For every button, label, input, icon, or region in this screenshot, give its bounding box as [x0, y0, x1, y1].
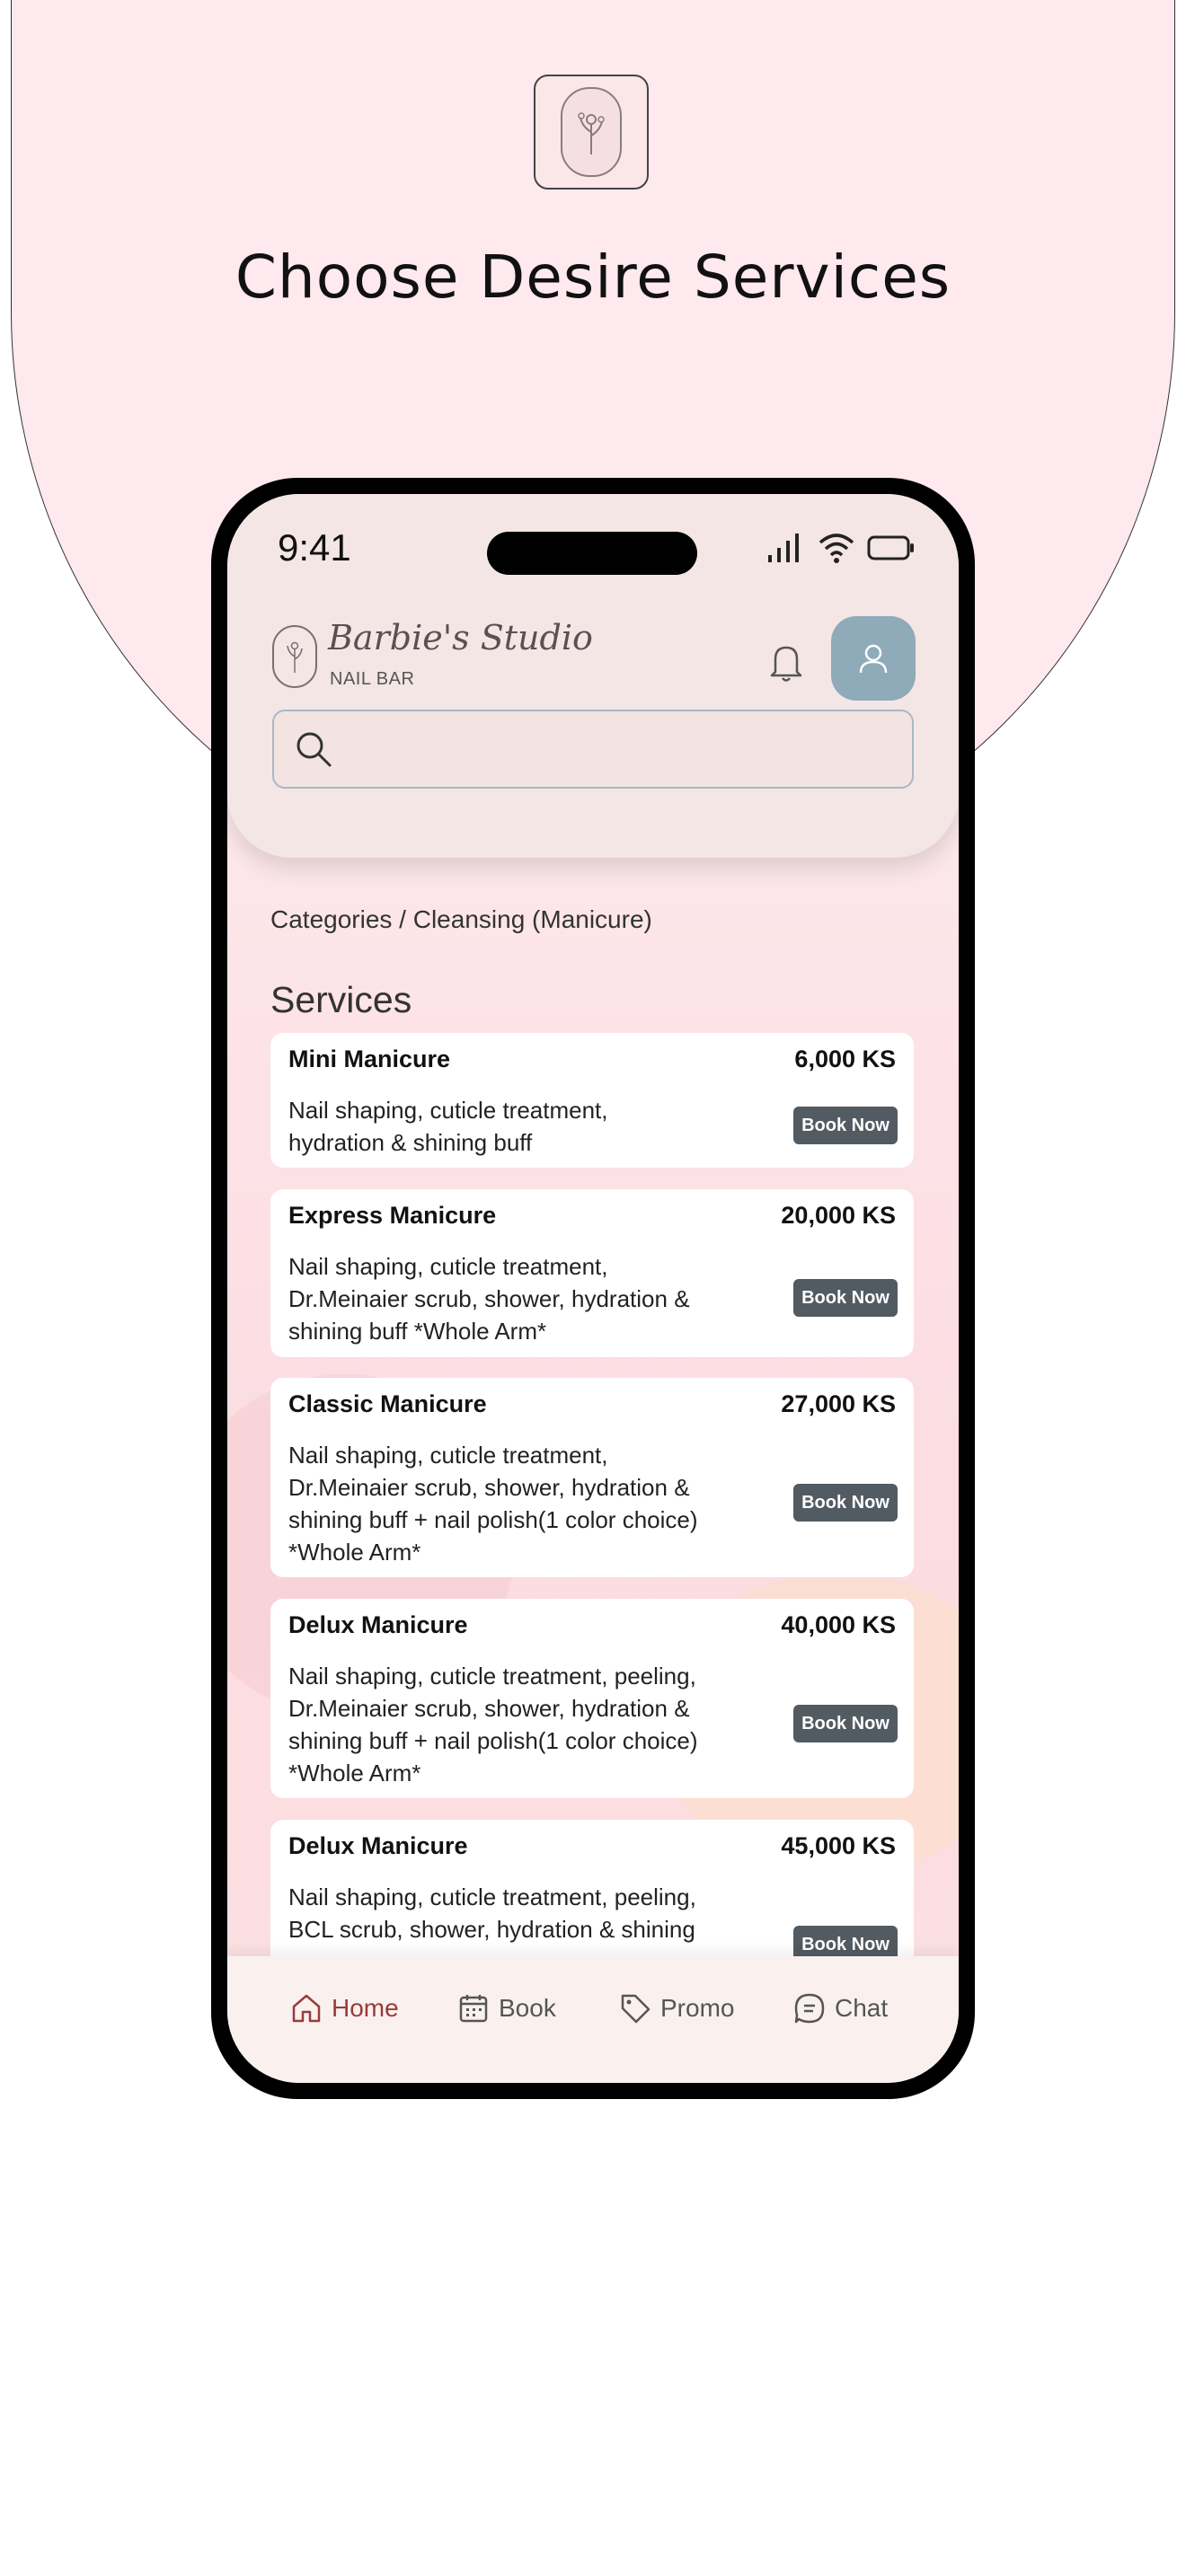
- service-card: [270, 1189, 914, 1357]
- home-icon: [290, 1992, 323, 2025]
- service-description: Nail shaping, cuticle treatment, Dr.Meinaier scrub, shower, hydration & shining buff *Whole Arm*: [288, 1253, 690, 1345]
- service-card: [270, 1033, 914, 1168]
- calendar-icon: [457, 1992, 490, 2025]
- chat-icon: [793, 1992, 826, 2025]
- nav-home-label: Home: [332, 1994, 399, 2022]
- nav-chat-label: Chat: [835, 1994, 889, 2022]
- app-header: [227, 494, 959, 858]
- bottom-navigation: [227, 1956, 959, 2083]
- brand-flower-icon: [283, 637, 306, 676]
- brand-name: Barbie's Studio: [328, 618, 593, 657]
- nav-promo-label: Promo: [660, 1994, 735, 2022]
- service-name: Express Manicure: [288, 1202, 497, 1229]
- service-description: Nail shaping, cuticle treatment, peeling, Dr.Meinaier scrub, shower, hydration & shining buff + nail polish(1 color choice) *Whole Arm*: [288, 1663, 698, 1786]
- book-now-button[interactable]: Book Now: [793, 1705, 898, 1742]
- wifi-icon: [817, 532, 856, 564]
- status-time: 9:41: [278, 526, 351, 569]
- service-price: 6,000 KS: [794, 1045, 896, 1072]
- service-price: 45,000 KS: [781, 1832, 896, 1859]
- logo-flower-icon: [561, 87, 622, 177]
- service-name: Mini Manicure: [288, 1045, 451, 1072]
- nav-chat[interactable]: [793, 1992, 888, 2025]
- service-name: Delux Manicure: [288, 1611, 468, 1638]
- notification-bell-icon[interactable]: [768, 641, 804, 683]
- nav-book[interactable]: [457, 1992, 556, 2025]
- app-logo: [534, 75, 649, 190]
- nav-home[interactable]: [290, 1992, 399, 2025]
- search-input[interactable]: [346, 711, 898, 789]
- brand-logo: [272, 625, 317, 688]
- brand-subtitle: NAIL BAR: [330, 669, 415, 689]
- battery-icon: [867, 534, 916, 562]
- book-now-button[interactable]: Book Now: [793, 1107, 898, 1144]
- service-name: Classic Manicure: [288, 1390, 487, 1417]
- service-price: 20,000 KS: [781, 1202, 896, 1229]
- user-icon: [855, 640, 891, 676]
- service-price: 27,000 KS: [781, 1390, 896, 1417]
- service-description: Nail shaping, cuticle treatment, peeling, BCL scrub, shower, hydration & shining: [288, 1883, 696, 1943]
- promo-headline: Choose Desire Services: [235, 243, 951, 312]
- service-name: Delux Manicure: [288, 1832, 468, 1859]
- service-card: [270, 1378, 914, 1577]
- nav-promo[interactable]: [619, 1992, 734, 2025]
- search-icon: [294, 729, 333, 769]
- service-card: [270, 1599, 914, 1798]
- search-bar[interactable]: [272, 710, 914, 789]
- phone-screen: [227, 494, 959, 2083]
- breadcrumb: Categories / Cleansing (Manicure): [270, 905, 652, 933]
- phone-frame: [211, 478, 975, 2099]
- signal-icon: [766, 532, 806, 564]
- service-description: Nail shaping, cuticle treatment, hydration & shining buff: [288, 1097, 608, 1156]
- services-title: Services: [270, 979, 412, 1020]
- service-price: 40,000 KS: [781, 1611, 896, 1638]
- profile-avatar-button[interactable]: [831, 616, 916, 701]
- status-icons: [766, 532, 916, 564]
- book-now-button[interactable]: Book Now: [793, 1484, 898, 1522]
- book-now-button[interactable]: Book Now: [793, 1279, 898, 1317]
- service-description: Nail shaping, cuticle treatment, Dr.Meinaier scrub, shower, hydration & shining buff + nail polish(1 color choice) *Whole Arm*: [288, 1442, 698, 1566]
- tag-icon: [619, 1992, 651, 2025]
- dynamic-island: [487, 532, 697, 575]
- book-now-button[interactable]: Book Now: [793, 1926, 898, 1963]
- nav-book-label: Book: [499, 1994, 556, 2022]
